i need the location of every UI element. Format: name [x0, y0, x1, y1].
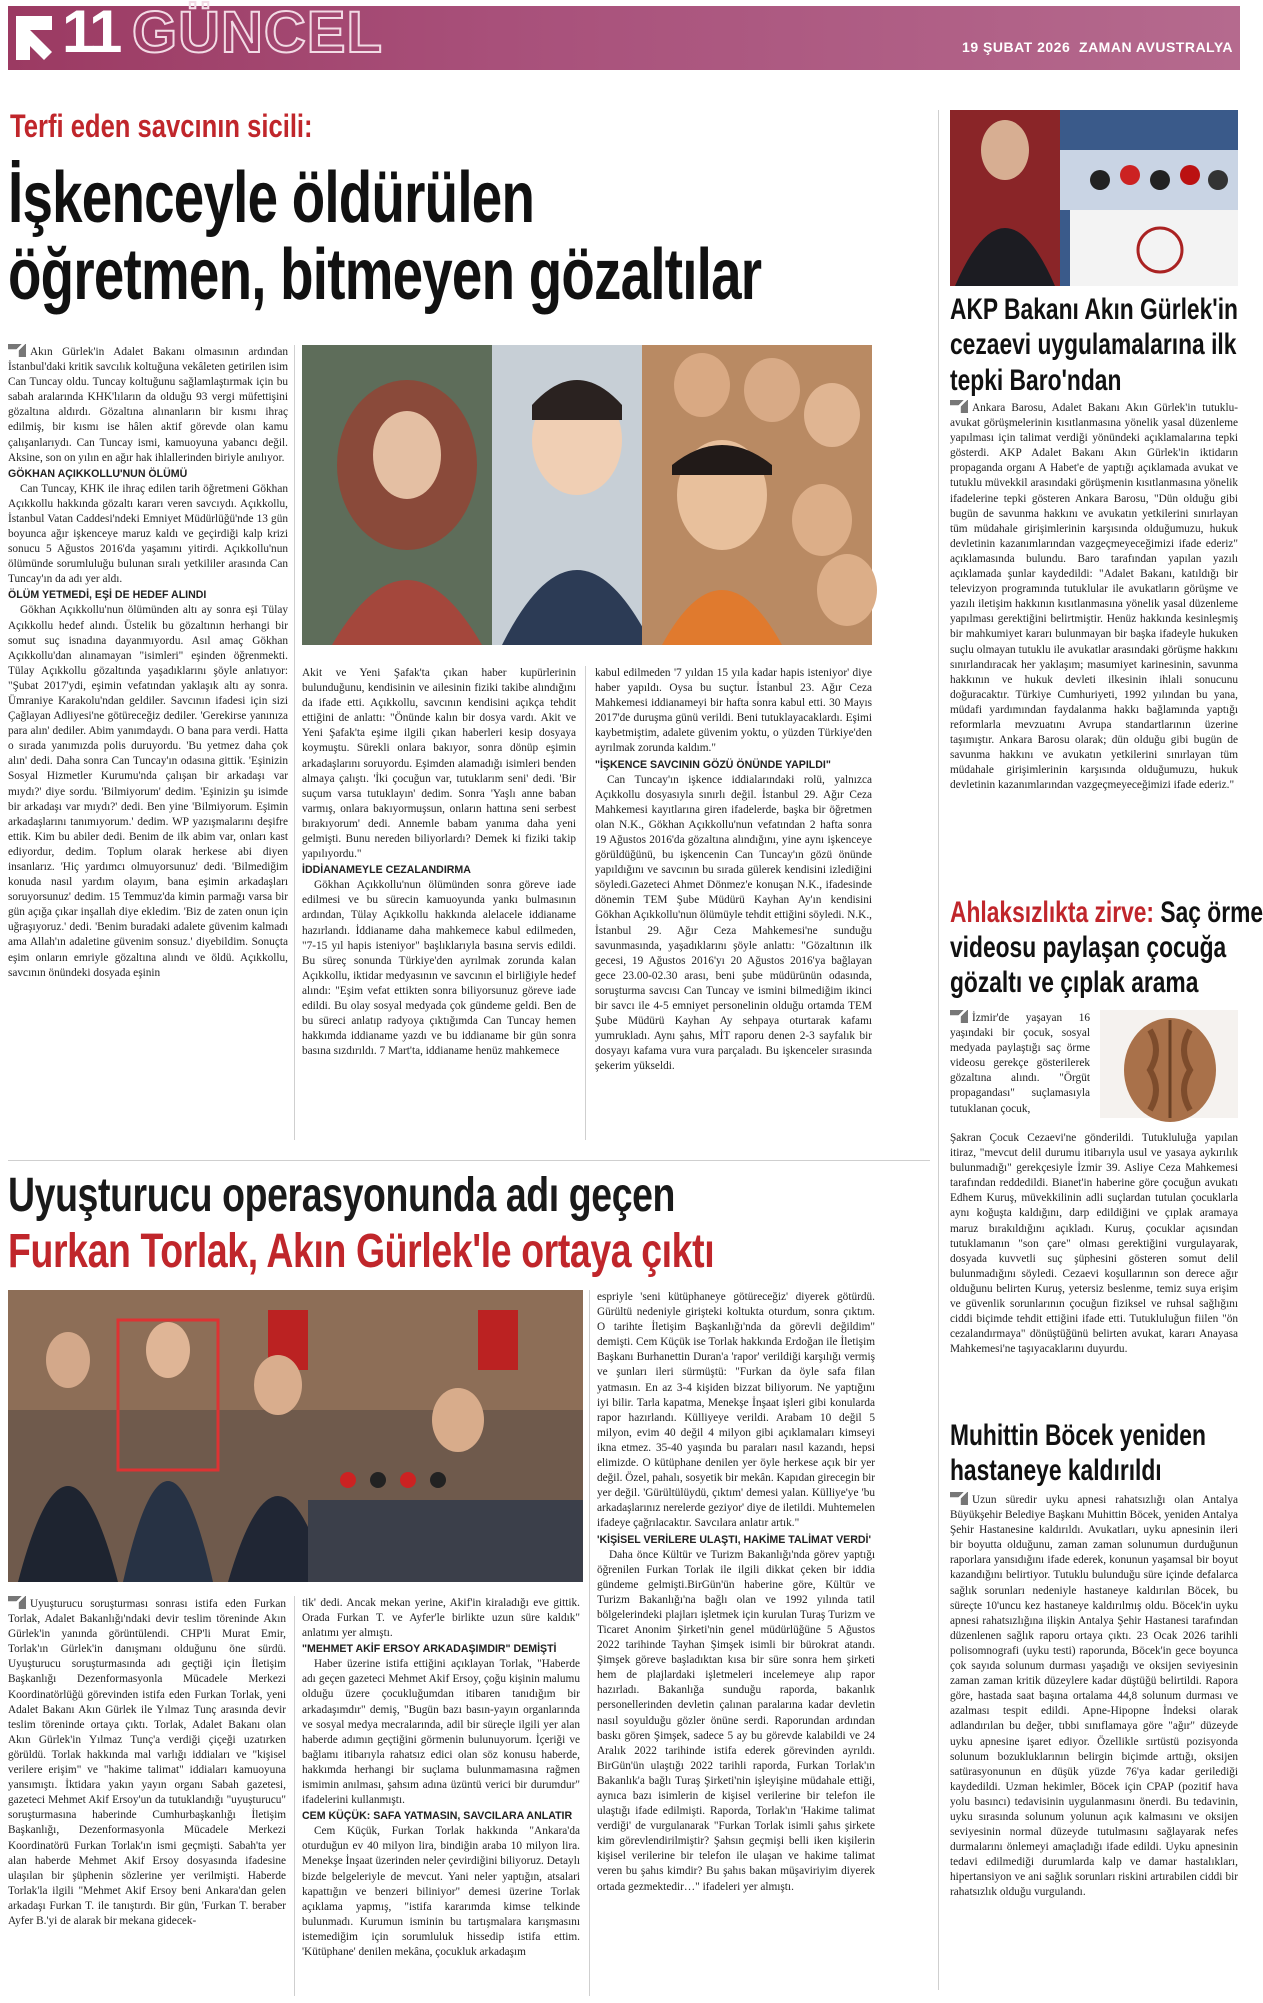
lower-headline-line1: Uyuşturucu operasyonunda adı geçen — [8, 1169, 676, 1222]
side2-body: Şakran Çocuk Cezaevi'ne gönderildi. Tutukluluğa yapılan itiraz, "mevcut delil durumu itibarıyla usul ve yasaya aykırılık bulunmadığı" gerekçesiyle İzmir 39. Asliye Ceza Mahkemesi tarafından reddedildi. Bianet'in haberine göre çocuğun avukatı Edhem Kuruş, müvekkilinin adli suçlardan tutulan çocuklarla aynı koğuşta kaldığını, darp edildiğini ve çıplak aramaya maruz bırakıldığını açıkladı. Kuruş, çocuklar açısından tutuklamanın "son çare" olması gerektiğini vurgulayarak, dosyada kuvvetli suç şüphesini gösteren somut delil bulunmadığını söyledi. Cezaevi koşullarının son derece ağır olduğunu belirten Kuruş, yetersiz beslenme, temiz suya erişim ve güvenlik sorunlarının çocuğun fiziksel ve ruhsal sağlığını ciddi biçimde tehdit ettiğini ifade etti. Tutukluluğun fiilen "ön cezalandırmaya" dönüştüğünü belirten avukat, kararı Anayasa Mahkemesi'ne taşıyacaklarını duyurdu. — [950, 1132, 1238, 1356]
publication-name: ZAMAN AVUSTRALYA — [1079, 39, 1233, 55]
section-title: GÜNCEL — [132, 0, 383, 65]
paragraph-arrow-icon — [950, 1010, 968, 1023]
lead-subhead-1: GÖKHAN AÇIKKOLLU'NUN ÖLÜMÜ — [8, 467, 188, 480]
lead-column-1: Akın Gürlek'in Adalet Bakanı olmasının ardından İstanbul'daki kritik savcılık koltuğuna vekâleten getirilen isim Can Tuncay oldu. Tuncay koltuğunu sağlamlaştırmak için bu sabah aralarında KHK'lıların da olduğu 93 vergi müfettişini gözaltına aldırdı. Gözaltına alınanların bir kısmı ihraç edilmiş, bir kısmı ise hâlen aktif görevde olan kamu çalışanlarıydı. Can Tuncay ismi, kamuoyuna yabancı değil. Aksine, son on yılın en ağır hak ihlallerinden biriyle anılıyor. GÖKHAN AÇIKKOLLU'NUN ÖLÜMÜ Can Tuncay, KHK ile ihraç edilen tarih öğretmeni Gökhan Açıkkollu hakkında gözaltı kararı veren savcıydı. Açıkkollu, İstanbul Vatan Caddesi'ndeki Emniyet Müdürlüğü'nde 13 gün boyunca ağır işkenceye maruz kaldı ve geçirdiği kalp krizi sonucu 5 Ağustos 2016'da yaşamını yitirdi. Açıkkollu'nun ölümünde sorumluluğu bulunan sıralı yetkililer arasında Can Tuncay'ın da adı yer aldı. ÖLÜM YETMEDİ, EŞİ DE HEDEF ALINDI Gökhan Açıkkollu'nun ölümünden altı ay sonra eşi Tülay Açıkkollu hedef alındı. Üstelik bu gözaltının herhangi bir somut suç isnadına dayanmıyordu. Asıl amaç Gökhan Açıkkollu'dan alınamayan "isimleri" eşinden öğrenmekti. Tülay Açıkkollu gözaltında yaşadıklarını şöyle anlatıyor: "Şubat 2017'ydi, eşimin vefatından yaklaşık altı ay sonra. Ümraniye Karakolu'ndan geldiler. Savcının ifadesi için sizi Çağlayan Adliyesi'ne götüreceğiz dediler. 'Gerekirse yanınıza para alın' dediler. Abim yanımdaydı. O bana para verdi. Hatta o sırada yanımızda polis duruyordu. 'Bu yetmez daha çok alın' dedi. Daha sonra Can Tuncay'ın odasına gittik. 'Eşinizin Sosyal Hizmetler Kurumu'nda çalışan bir arkadaşı var mıydı?' diye sordu. 'Bilmiyorum' dedim. 'Eşinizin şu isimde bir arkadaşı var mıydı?' dedi. Ben yine 'Bilmiyorum. Eşimin arkadaşlarını tanımıyorum.' dedim. WP yazışmalarını deşifre ettik. Kim bu abiler dedi. Benim de ilk abim var, onları kast ediyordur, dedim. Toplum olarak herkese abi diyen insanlarız. 'Hiç yardımcı olmuyorsunuz' dedi. 'Bilmediğim konuda nasıl yardım olayım, bana eşimin arkadaşları soruyorsunuz' dedim. 15 Temmuz'da kimin parmağı varsa bir gün açığa çıkar inşallah diye ekledim. 'Biz de zaten onun için uğraşıyoruz.' dedi. 'Benim buradaki adalete güvenim kalmadı ama Allah'ın adaletine güvenim sonsuz.' diyebildim. Sonuçta eşim onların emriyle gözaltına alındı ve öldü. Açıkkollu, savcının önündeki dosyada eşinin — [8, 346, 289, 979]
side1-body: Ankara Barosu, Adalet Bakanı Akın Gürlek'in tutuklu-avukat görüşmelerinin kısıtlanmasına yönelik yasal düzenleme yapılması için talimat verdiği yönündeki açıklamalarına tepki gösterdi. AKP Adalet Bakanı Akın Gürlek'in iktidarın propaganda organı A Habet'e de yaptığı açıklamada avukat ve tutuklu müvekkil arasındaki görüşmenin kısıtlanmasına yönelik ifadelerine tepki gösteren Ankara Barosu, "Dün olduğu gibi bugün de savunma hakkını ve avukatın yetkilerini sınırlayan tüm müdahale girişimlerinin karşısında olduğumuzu, hukuk devletinin kazanımlarından vazgeçmeyeceğimizi ifade ederiz" açıklamasında bulundu. Baro tarafından yapılan yazılı açıklamada şunlar kaydedildi: "Adalet Bakanı, katıldığı bir televizyon programında tutuklular ile avukatların görüşme ve yazılı iletişim hakkının kısıtlanmasına yönelik yasal düzenleme yapılması gerektiğini belirtmiştir. Henüz hakkında kesinleşmiş bir mahkumiyet kararı bulunmayan bir başka ifadeyle hukuken suçlu olmayan tutuklu ile avukatlar arasındaki görüşme hakkını sınırlandıracak her yaklaşım; masumiyet karinesinin, savunma hakkının ve hukuk devleti ilkesinin ihlali sonucunu doğuracaktır. Türkiye Cumhuriyeti, 1992 yılından bu yana, müdafi yardımından faydalanma hakkı bağlamında yaptığı reformlarla mevzuatını Avrupa standartlarının üzerine taşımıştır. Ankara Barosu olarak; dün olduğu gibi bugün de savunma hakkını ve avukatın yetkilerini sınırlayan tüm müdahale girişimlerinin karşısında olduğumuzu, hukuk devletinin kazanımlarından vazgeçmeyeceğimizi ifade ederiz." — [950, 402, 1238, 792]
side2-photo — [1100, 1010, 1238, 1118]
sidebar-divider — [938, 110, 939, 1990]
lead-headline-line1: İşkenceyle öldürülen — [8, 158, 535, 238]
side2-headline-line2: videosu paylaşan çocuğa — [950, 931, 1227, 964]
lead-photo — [302, 345, 872, 645]
lower-column-2: tik' dedi. Ancak mekan yerine, Akif'in kiraladığı eve gittik. Orada Furkan T. ve Ayfer'le birlikte uzun süre kaldık" anlatımı yer almıştı. "MEHMET AKİF ERSOY ARKADAŞIMDIR" DEMİŞTİ Haber üzerine istifa ettiğini açıklayan Torlak, "Haberde adı geçen gazeteci Mehmet Akif Ersoy, çoğu kişinin malumu olduğu üzere çocukluğumdan itibaren tanıdığım bir arkadaşımdır" demiş, "Bugün bazı basın-yayın organlarında ve sosyal medya mecralarında, adil bir süreçle ilgili yer alan haberde adımın geçtiğini görmenin bulunuyorum. İçeriği ve bağlamı itibarıyla rahatsız edici olan söz konusu haberde, hakkımda herhangi bir suçlama bulunmamasına rağmen ismimin anılması, şahsım adına üzüntü verici bir durumdur" ifadelerini kullanmıştı. CEM KÜÇÜK: SAFA YATMASIN, SAVCILARA ANLATIR Cem Küçük, Furkan Torlak hakkında "Ankara'da oturduğun ev 40 milyon lira, bindiğin araba 10 milyon lira. Menekşe İnşaat üzerinden neler çevirdiğini biliyoruz. Detaylı bizde belgeleriyle de mevcut. Yani neler yaptığın, atsalari kapattığın ve benzeri biliniyor" demesi üzerine Torlak açıklama yapmış, "istifa kararımda kimse telkinde bulunmadı. Kurumun isminin bu tartışmalara karışmasını istemediğim için sorumluluk hissedip istifa ettim. 'Kütüphane' denilen mekâna, çocukluk arkadaşım — [302, 1597, 580, 1958]
minister-podium-photo-icon — [950, 110, 1238, 286]
lead-kicker: Terfi eden savcının sicili: — [10, 108, 313, 144]
column-divider — [294, 345, 295, 1140]
publication-info — [962, 40, 1233, 54]
column-divider — [294, 1596, 295, 1996]
lead-column-2: Akit ve Yeni Şafak'ta çıkan haber kupürlerinin bulunduğunu, kendisinin ve ailesinin fiziki takibe alındığını da ifade etti. Açıkkollu, savcının kendisini açıkça tehdit ettiğini de anlattı: "Önünde kalın bir dosya vardı. Akit ve Yeni Şafak'ta eşime ilgili çıkan haberleri kesip dosyaya koymuştu. Sürekli onlara bakıyor, sonra dönüp eşimin arkadaşlarını soruyordu. Eşimden alamadığı isimleri benden almaya çalıştı. 'İki çocuğun var, tutuklarım seni' dedi. 'Bir suçum varsa tutuklayın' dedim. Sonra 'Yaşlı anne baban varmış, onlara bakıyormuşsun, onların hattına seni serbest bırakıyorum' dedi. Annemle babam yanıma daha yeni gelmişti. Bunu nereden biliyorlardı? Demek ki fiziki takip yapılıyordu." İDDİANAMEYLE CEZALANDIRMA Gökhan Açıkkollu'nun ölümünden sonra göreve iade edilmesi ve bu sürecin kamuoyunda yankı bulmasının ardından, Tülay Açıkkollu hakkında alelacele iddianame hazırlandı. İddianame daha mahkemece kabul edilmeden, "7-15 yıl hapis isteniyor" başlıklarıyla basına servis edildi. Bu süreç sonunda Türkiye'den ayrılmak zorunda kalan Açıkkollu, iktidar medyasının ve savcının el birliğiyle hedef alındı: "Eşim vefat ettikten sonra biliyorsunuz göreve iade edildi. Bu olay sosyal medyada çok gündeme geldi. Ben de bu süreci anlatıp radyoya çıktığımda Can Tuncay hemen hakkımda iddianame yazdı ve bu iddianame bir gün sonra basına sızdırıldı. 7 Mart'ta, iddianame henüz mahkemece — [302, 667, 576, 1058]
side3-headline-line2: hastaneye kaldırıldı — [950, 1454, 1162, 1487]
paragraph-arrow-icon — [8, 344, 26, 357]
column-divider — [589, 1290, 590, 1996]
lower-subhead-1: "MEHMET AKİF ERSOY ARKADAŞIMDIR" DEMİŞTİ — [302, 1643, 557, 1656]
side2-headline-line1: Ahlaksızlıkta zirve: Saç örme — [950, 896, 1263, 929]
side1-headline: AKP Bakanı Akın Gürlek'in cezaevi uygulamalarına ilk tepki Baro'ndan — [950, 293, 1238, 397]
lower-subhead-2: CEM KÜÇÜK: SAFA YATMASIN, SAVCILARA ANLATIR — [302, 1810, 573, 1823]
family-photo-icon — [302, 345, 872, 645]
section-divider — [8, 1160, 930, 1161]
ceremony-photo-icon — [8, 1290, 583, 1582]
side3-body: Uzun süredir uyku apnesi rahatsızlığı olan Antalya Büyükşehir Belediye Başkanı Muhittin Böcek, yeniden Antalya Şehir Hastanesine kaldırıldı. Avukatları, uyku apnesinin ileri bir boyutta olduğunu, zaman zaman solunumun durduğunun raporlara yansıdığını ifade ederek, konunun yaşamsal bir boyut kazandığını belirtiyor. Tutuklu bulunduğu süre içinde defalarca sağlık sorunları nedeniyle hastaneye kaldırılan Böcek, bu süreçte 10'uncu kez hastaneye kaldırılmış oldu. Böcek'in uyku apnesi rahatsızlığına ilişkin Antalya Şehir Hastanesi tarafından düzenlenen sağlık raporu ortaya çıktı. 23 Ocak 2026 tarihli polisomnografi (uyku testi) raporunda, Böcek'in gece boyunca çok sayıda solunum durması yaşadığı ve oksijen seviyesinin zaman zaman kritik düzeylere kadar düştüğü belirtildi. Rapora göre, hastada saat başına ortalama 44,8 solunum durması ve azalması tespit edildi. Apne-Hipopne İndeksi olarak adlandırılan bu değer, tıbbi sınıflamaya göre "ağır" düzeyde uyku apnesine işaret ediyor. Özellikle sırtüstü pozisyonda solunum bozukluklarının belirgin biçimde arttığı, oksijen satürasyonunun en düşük yüzde 76'ya kadar gerilediği kaydedildi. Uzman hekimler, Böcek için CPAP (pozitif hava yolu basıncı) tedavisinin uygulanmasını önerdi. Bu tedavinin, uyku sırasında solunum yolunun açık kalmasını ve oksijen seviyesinin normal düzeyde tutulmasını sağlayarak nefes durmalarını önlemeyi amaçladığı ifade edildi. Uyku apnesinin tedavi edilmediği durumlarda kalp ve damar hastalıkları, hipertansiyon ve ani sağlık sorunları riskini artırabilen ciddi bir rahatsızlık olduğu vurgulandı. — [950, 1494, 1238, 1899]
page-corner-arrow-icon — [12, 8, 62, 66]
side1-photo — [950, 110, 1238, 286]
paragraph-arrow-icon — [8, 1596, 26, 1609]
lower-column-3: espriyle 'seni kütüphaneye götüreceğiz' diyerek götürdü. Gürültü nedeniyle girişteki koltukta oturdum, sonra çıktım. O tarihte İletişim Başkanlığı'nda da görevli değildim" demişti. Cem Küçük ise Torlak hakkında Erdoğan ile İletişim Başkanı Burhanettin Duran'a 'rapor' verildiği karşılığı vermiş ve şunları ileri sürmüştü: "Furkan da öyle safa filan yatmasın. En az 3-4 kişiden bizzat biliyorum. Ne yaptığını iyi bilir. Tarla kapatma, Menekşe İnşaat işleri gibi konularda rapor hazırlandı. Külliyeye verildi. Arabam 10 değil 5 milyon, evim 40 değil 4 milyon gibi açıklamaları kimseyi ikna etmez. 35-40 yaşında bu paraları nasıl kazandı, hepsi elimizde. O kütüphane denilen yer öyle herkese açık bir yer değil. Özel, pahalı, sosyetik bir mekân. Kapıdan girecegin bir yer değil. 'Gürültülüydü, çıktım' demesi yalan. Külliye'ye 'bu arkadaşlarınız nerelerde geziyor' diye de iletildi. Muhtemelen ifadeye çağrılacaktır. Savcılara anlatır artık." 'KİŞİSEL VERİLERE ULAŞTI, HAKİME TALİMAT VERDİ' Daha önce Kültür ve Turizm Bakanlığı'nda görev yaptığı öğrenilen Furkan Torlak ile ilgili dikkat çeken bir iddia gündeme gelmişti.BirGün'ün haberine göre, Kültür ve Turizm Bakanlığı'na bağlı olan ve 1992 yılında tatil bölgelerindeki plajları işletmek için kurulan Turaş Turizm ve Ticaret Anonim Şirketi'nin genel müdürlüğüne 5 Ağustos 2022 tarihinde Tayhan Şimşek isimli bir bürokrat atandı. Şimşek göreve başladıktan kısa bir süre sonra hem şirketi hem de plajlardaki işletmeleri incelemeye alıp rapor hazırladı. Bakanlığa sunduğu raporda, bakanlık personellerinden devletin çalınan paralarına kadar devletin nasıl soyulduğu gözler önüne serdi. Raporundan ardından baskı gören Şimşek, sadece 5 ay bu görevde kalabildi ve 24 Aralık 2022 tarihinde istifa ederek görevinden ayrıldı. BirGün'ün ulaştığı 2022 tarihli raporda, Furkan Torlak'ın Bakanlık'a bağlı Turaş Şirketi'nin işleyişine müdahale ettiği, aynıca bazı isimlerin de kişisel verilerine bir telefon ile ulaştığı ifade edilmişti. Raporda, Torlak'ın 'Hakime talimat verdiği' de vurgulanarak "Furkan Torlak isimli şahıs şirkete kim görevlendirilmiştir? Şahsın geçmişi belli iken kişilerin kişisel verilerine bir telefon ile ulaşan ve hakime talimat veren bu şahıs kimdir? Bu şahıs bakan müşaviriyim diyerek ortada gezmektedir…" ifadeleri yer almıştı. — [597, 1291, 875, 1893]
braided-hair-photo-icon — [1100, 1010, 1238, 1118]
paragraph-arrow-icon — [950, 400, 968, 413]
lead-subhead-4: "İŞKENCE SAVCININ GÖZÜ ÖNÜNDE YAPILDI" — [595, 758, 831, 771]
lead-subhead-3: İDDİANAMEYLE CEZALANDIRMA — [302, 864, 471, 877]
lower-subhead-3: 'KİŞİSEL VERİLERE ULAŞTI, HAKİME TALİMAT VERDİ' — [597, 1533, 872, 1546]
lower-column-1: Uyuşturucu soruşturması sonrası istifa eden Furkan Torlak, Adalet Bakanlığı'ndaki devir teslim töreninde Akın Gürlek'in yanında görüntülendi. CHP'li Murat Emir, Torlak'ın Gürlek'in danışmanı olduğunu öne sürdü. Uyuşturucu soruşturmasında adı geçtiği için İletişim Başkanlığı Dezenformasyonla Mücadele Merkezi Koordinatörlüğü görevinden istifa eden Furkan Torlak, yeni Adalet Bakanı Akın Gürlek ile Yılmaz Tunç arasında devir teslim töreninde ortaya çıktı. Torlak, Adalet Bakanı olan Akın Gürlek'in Yılmaz Tunç'a verdiği çiçeği uzatırken görüldü. Torlak hakkında mal varlığı iddiaları ve "kişisel verilere erişim" ve "hakime talimat" iddiaları kamuoyuna yansımıştı. İktidara yakın yayın organı Sabah gazetesi, gazeteci Mehmet Akif Ersoy'un da tutuklandığı "uyuşturucu" soruşturmasına haberinde Cumhurbaşkanlığı İletişim Başkanlığı, Dezenformasyonla Mücadele Merkezi Koordinatörü Furkan Torlak'ın ismi geçmişti. Sabah'ta yer alan haberde Mehmet Akif Ersoy dosyasında ifadesine ulaşılan bir şüphenin sözlerine yer verilmişti. Haberde Torlak'la ilgili "Mehmet Akif Ersoy beni Ankara'dan gelen arkadaşı Furkan T. ile tanıştırdı. Bir gün, 'Furkan T. beraber Ayfer B.'yi de alarak bir mekana gidecek- — [8, 1598, 286, 1927]
page-number: 11 — [62, 0, 120, 65]
column-divider — [585, 666, 586, 1140]
lead-subhead-2: ÖLÜM YETMEDİ, EŞİ DE HEDEF ALINDI — [8, 589, 207, 602]
paragraph-arrow-icon — [950, 1492, 968, 1505]
issue-date: 19 ŞUBAT 2026 — [962, 39, 1071, 55]
lower-photo — [8, 1290, 583, 1582]
lead-headline-line2: öğretmen, bitmeyen gözaltılar — [8, 235, 762, 315]
side3-headline-line1: Muhittin Böcek yeniden — [950, 1419, 1206, 1452]
lead-column-3: kabul edilmeden '7 yıldan 15 yıla kadar hapis isteniyor' diye haber yapıldı. Oysa bu suçtur. İstanbul 23. Ağır Ceza Mahkemesi iddianameyi bir hafta sonra kabul etti. 30 Mayıs 2017'de duruşma günü verildi. Beni tutuklayacaklardı. Eşimi kaybetmiştim, adalete güvenim yoktu, o yüzden Türkiye'den ayrılmak zorunda kaldım." "İŞKENCE SAVCININ GÖZÜ ÖNÜNDE YAPILDI" Can Tuncay'ın işkence iddialarındaki rolü, yalnızca Açıkkollu dosyasıyla sınırlı değil. İstanbul 29. Ağır Ceza Mahkemesi kayıtlarına giren ifadelerde, başka bir öğretmen olan N.K., Gökhan Açıkkollu'nun vefatından 2 hafta sonra 19 Ağustos 2016'da gözaltına alındığını, yine aynı işkenceye görüldüğünü, bu işkencenin Can Tuncay'ın gözü önünde yapıldığını ve savcının bu sırada gülerek kendisini izlediğini söyledi.Gazeteci Ahmet Dönmez'e konuşan N.K., ifadesinde dönemin TEM Şube Müdürü Kayhan Ay'ın kendisini Gökhan Açıkkollu'nun ölümüyle tehdit ettiğini söyledi. N.K., İstanbul 29. Ağır Ceza Mahkemesi'ne sunduğu savunmasında, yaşadıklarını şöyle anlattı: "Gözaltının ilk gecesi, 19 Ağustos 2016'yı 20 Ağustos 2016'ya bağlayan gece 23.00-02.30 arası, beni şube müdürünün odasında, soruşturma savcısı Can Tuncay ve ismini bilmediğim ikinci bir savcı ile 4-5 emniyet personelinin olduğu ortamda TEM Şube Müdürü Kayhan Ay sehpaya oturtarak kafamı yumrukladı. Aynı şahıs, MİT raporu denen 2-3 sayfalık bir dosyayı kafama vura vura parçaladı. Bu işkenceler sırasında şekerim yükseldi. — [595, 667, 872, 1073]
lower-headline-line2: Furkan Torlak, Akın Gürlek'le ortaya çıktı — [8, 1225, 715, 1278]
side2-headline-line3: gözaltı ve çıplak arama — [950, 966, 1199, 999]
side2-body-narrow: İzmir'de yaşayan 16 yaşındaki bir çocuk, sosyal medyada paylaştığı saç örme videosu gerekçe gösterilerek gözaltına alındı. "Örgüt propagandası" suçlamasıyla tutuklanan çocuk, — [950, 1012, 1090, 1115]
